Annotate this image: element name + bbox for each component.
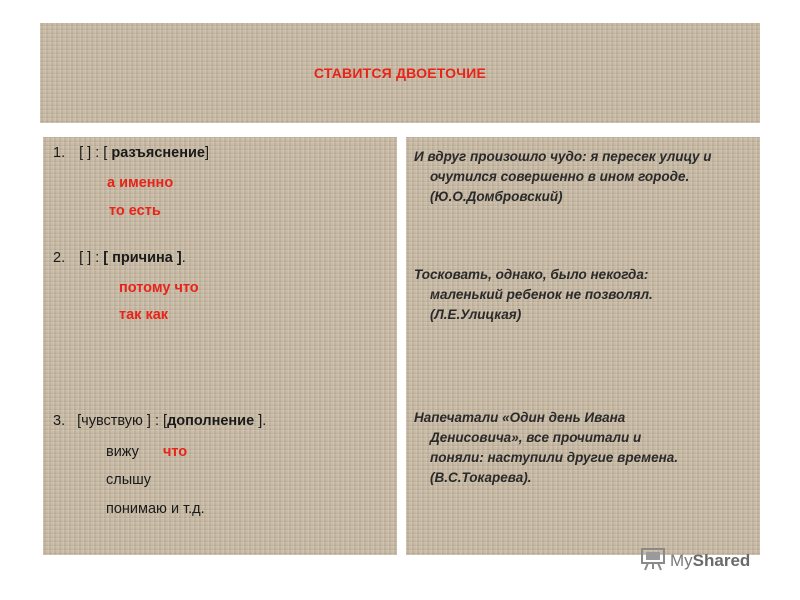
rule-1-close: ] (204, 145, 209, 161)
title-banner (40, 23, 760, 123)
rule-3-verb-3: понимаю и т.д. (106, 501, 205, 517)
rule-2-number: 2. (53, 250, 66, 266)
example-1-line-3: (Ю.О.Домбровский) (430, 189, 563, 204)
rule-3-verb-1-text: вижу (106, 444, 139, 460)
rule-3-verb-1 (106, 444, 187, 460)
example-1 (414, 147, 759, 207)
rule-3-number: 3. (53, 413, 66, 429)
rule-2-conj-2: так как (119, 307, 169, 323)
example-2 (414, 265, 759, 325)
rule-2-conj-1: потому что (119, 280, 199, 296)
watermark-text (670, 551, 750, 571)
presentation-board-icon (640, 547, 666, 576)
rule-3-verb-2: слышу (106, 472, 152, 488)
rule-1-formula (53, 145, 209, 161)
rule-3-formula (53, 413, 266, 429)
rule-1-brackets: [ ] : [ (79, 145, 112, 161)
rules-panel (43, 137, 397, 555)
watermark[interactable] (640, 548, 750, 574)
rule-2-keyword: [ причина ] (103, 250, 182, 266)
examples-panel (406, 137, 760, 555)
example-2-line-1: Тосковать, однако, было некогда: (414, 267, 649, 282)
rule-3-keyword: дополнение (167, 413, 255, 429)
rule-3-part2: ]. (254, 413, 267, 429)
rule-2-end: . (181, 250, 186, 266)
example-3-line-2: Денисовича», все прочитали и (430, 430, 642, 445)
rule-1-conj-1: а именно (107, 175, 174, 191)
rule-1-number: 1. (53, 145, 66, 161)
example-2-line-2: маленький ребенок не позволял. (430, 287, 653, 302)
rule-3-part1: [чувствую ] : [ (77, 413, 168, 429)
example-1-line-1: И вдруг произошло чудо: я пересек улицу и (414, 149, 712, 164)
example-3-line-3: поняли: наступили другие времена. (430, 450, 678, 465)
example-3-line-4: (В.С.Токарева). (430, 470, 532, 485)
watermark-suffix: Shared (692, 551, 751, 570)
page-title: СТАВИТСЯ ДВОЕТОЧИЕ (313, 65, 487, 81)
example-3 (414, 408, 759, 488)
watermark-prefix: My (670, 551, 693, 570)
example-1-line-2: очутился совершенно в ином городе. (430, 169, 690, 184)
example-2-line-3: (Л.Е.Улицкая) (430, 307, 522, 322)
rule-2-brackets: [ ] : (79, 250, 104, 266)
rule-2-formula (53, 250, 186, 266)
rule-1-keyword: разъяснение (111, 145, 205, 161)
rule-3-verb-1-conj: что (162, 444, 188, 460)
example-3-line-1: Напечатали «Один день Ивана (414, 410, 626, 425)
rule-1-conj-2: то есть (109, 203, 161, 219)
